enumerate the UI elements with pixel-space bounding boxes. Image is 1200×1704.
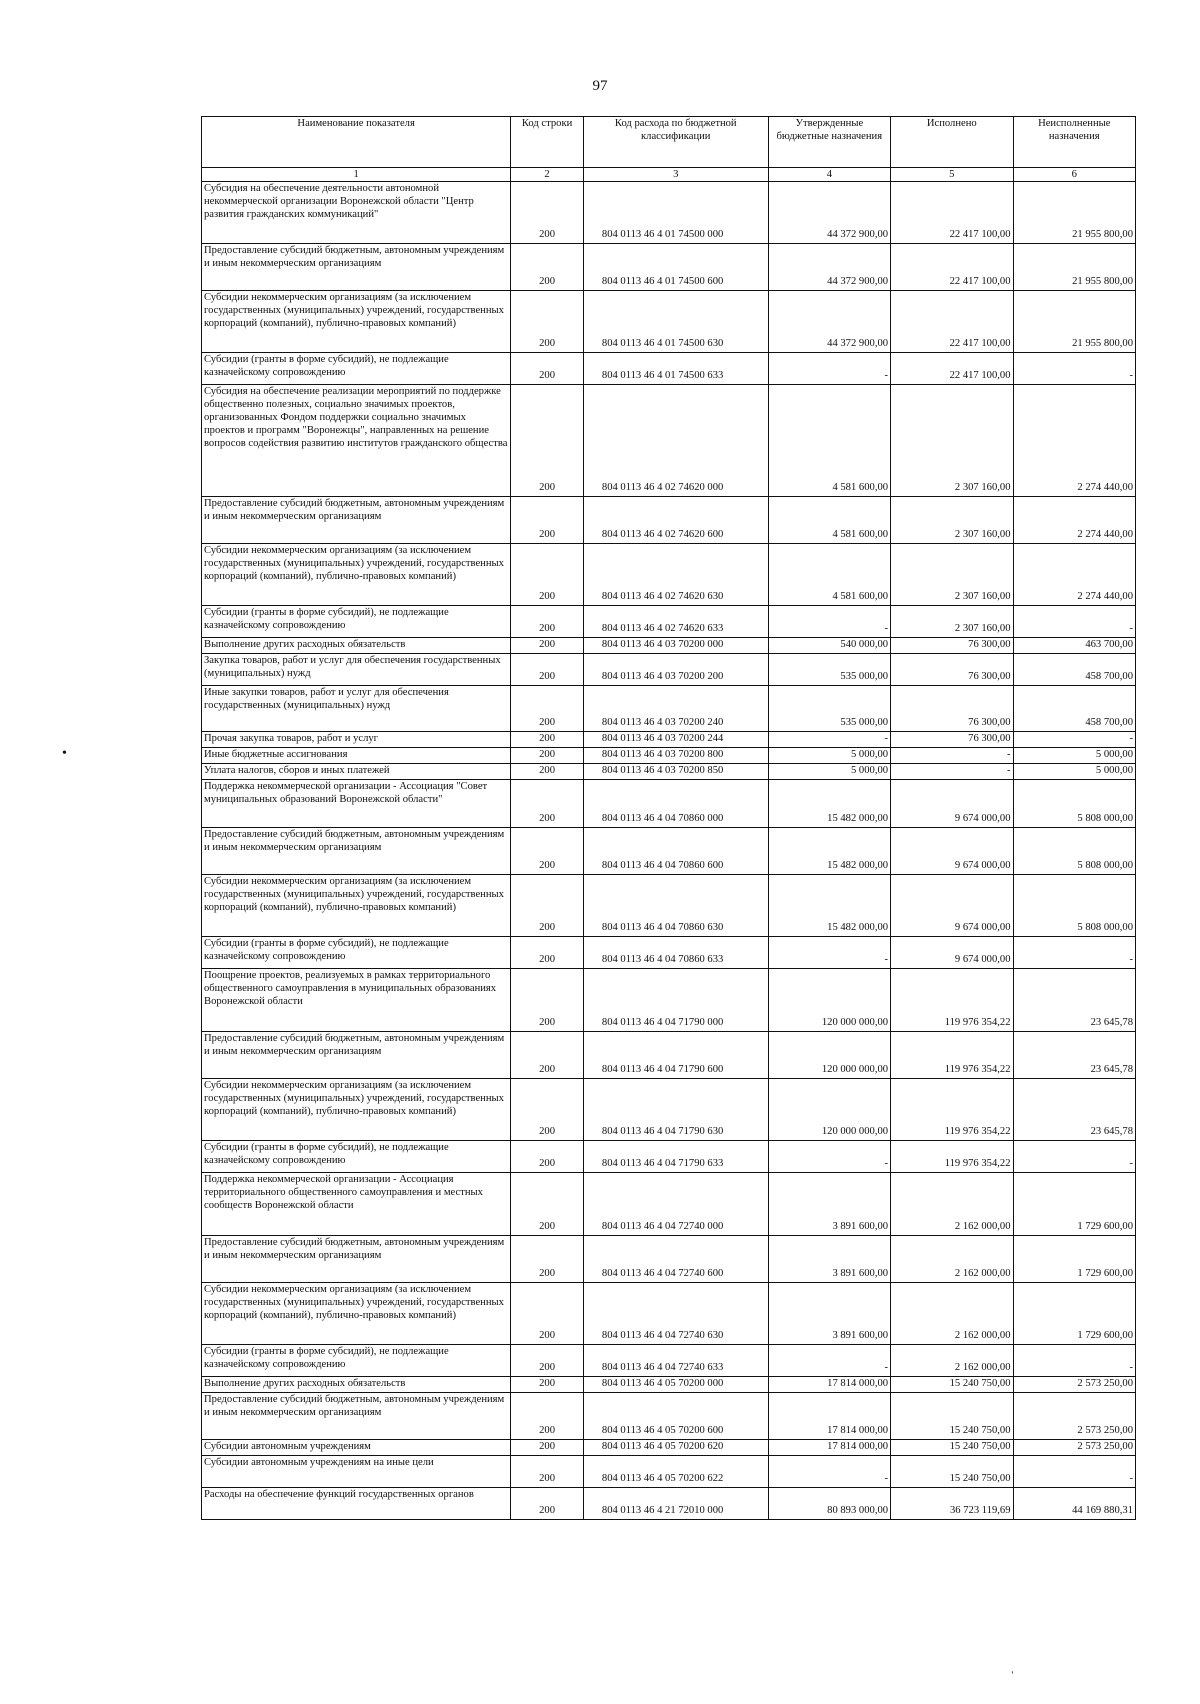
expense-code-cell: 804 0113 46 4 04 72740 000	[583, 1173, 768, 1236]
line-code-cell: 200	[511, 748, 584, 764]
indicator-name-cell: Расходы на обеспечение функций государственных органов	[202, 1488, 511, 1520]
approved-amount-cell: 535 000,00	[768, 686, 890, 732]
indicator-name-cell: Выполнение других расходных обязательств	[202, 1377, 511, 1393]
expense-code-cell: 804 0113 46 4 05 70200 622	[583, 1456, 768, 1488]
header-row	[202, 117, 1136, 168]
table-row	[202, 875, 1136, 937]
table-row	[202, 638, 1136, 654]
executed-amount-cell: 9 674 000,00	[891, 937, 1013, 969]
approved-amount-cell: -	[768, 732, 890, 748]
approved-amount-cell: -	[768, 1456, 890, 1488]
unexecuted-amount-cell: -	[1013, 937, 1135, 969]
table-row	[202, 244, 1136, 291]
table-row	[202, 606, 1136, 638]
line-code-cell: 200	[511, 1440, 584, 1456]
table-row	[202, 1079, 1136, 1141]
expense-code-cell: 804 0113 46 4 03 70200 200	[583, 654, 768, 686]
line-code-cell: 200	[511, 182, 584, 244]
unexecuted-amount-cell: 463 700,00	[1013, 638, 1135, 654]
table-row	[202, 1345, 1136, 1377]
header-indicator-name: Наименование показателя	[202, 117, 511, 168]
line-code-cell: 200	[511, 1488, 584, 1520]
expense-code-cell: 804 0113 46 4 21 72010 000	[583, 1488, 768, 1520]
approved-amount-cell: 3 891 600,00	[768, 1236, 890, 1283]
table-row	[202, 969, 1136, 1032]
line-code-cell: 200	[511, 1141, 584, 1173]
indicator-name-cell: Выполнение других расходных обязательств	[202, 638, 511, 654]
line-code-cell: 200	[511, 385, 584, 497]
indicator-name-cell: Поощрение проектов, реализуемых в рамках территориального общественного самоуправления в муниципальных образованиях Воронежской области	[202, 969, 511, 1032]
unexecuted-amount-cell: -	[1013, 1456, 1135, 1488]
indicator-name-cell: Субсидии автономным учреждениям на иные цели	[202, 1456, 511, 1488]
unexecuted-amount-cell: -	[1013, 732, 1135, 748]
table-row	[202, 1236, 1136, 1283]
expense-code-cell: 804 0113 46 4 05 70200 600	[583, 1393, 768, 1440]
line-code-cell: 200	[511, 937, 584, 969]
line-code-cell: 200	[511, 780, 584, 828]
column-number: 3	[583, 168, 768, 182]
indicator-name-cell: Иные закупки товаров, работ и услуг для обеспечения государственных (муниципальных) нужд	[202, 686, 511, 732]
unexecuted-amount-cell: 2 274 440,00	[1013, 544, 1135, 606]
expense-code-cell: 804 0113 46 4 02 74620 600	[583, 497, 768, 544]
expense-code-cell: 804 0113 46 4 03 70200 000	[583, 638, 768, 654]
indicator-name-cell: Субсидии некоммерческим организациям (за исключением государственных (муниципальных) учреждений, государственных корпораций (компаний), публично-правовых компаний)	[202, 1283, 511, 1345]
table-row	[202, 1141, 1136, 1173]
unexecuted-amount-cell: 23 645,78	[1013, 969, 1135, 1032]
table-row	[202, 1440, 1136, 1456]
table-row	[202, 291, 1136, 353]
expense-code-cell: 804 0113 46 4 02 74620 630	[583, 544, 768, 606]
indicator-name-cell: Субсидии (гранты в форме субсидий), не подлежащие казначейскому сопровождению	[202, 606, 511, 638]
line-code-cell: 200	[511, 606, 584, 638]
line-code-cell: 200	[511, 638, 584, 654]
table-row	[202, 732, 1136, 748]
table-row	[202, 748, 1136, 764]
unexecuted-amount-cell: 21 955 800,00	[1013, 291, 1135, 353]
unexecuted-amount-cell: 2 573 250,00	[1013, 1377, 1135, 1393]
approved-amount-cell: 44 372 900,00	[768, 182, 890, 244]
unexecuted-amount-cell: 5 808 000,00	[1013, 875, 1135, 937]
executed-amount-cell: 2 162 000,00	[891, 1345, 1013, 1377]
indicator-name-cell: Субсидии некоммерческим организациям (за исключением государственных (муниципальных) учреждений, государственных корпораций (компаний), публично-правовых компаний)	[202, 875, 511, 937]
header-expense-code: Код расхода по бюджетной классификации	[583, 117, 768, 168]
approved-amount-cell: 17 814 000,00	[768, 1440, 890, 1456]
executed-amount-cell: 76 300,00	[891, 638, 1013, 654]
expense-code-cell: 804 0113 46 4 04 71790 600	[583, 1032, 768, 1079]
approved-amount-cell: 4 581 600,00	[768, 544, 890, 606]
unexecuted-amount-cell: 5 000,00	[1013, 764, 1135, 780]
approved-amount-cell: 80 893 000,00	[768, 1488, 890, 1520]
indicator-name-cell: Предоставление субсидий бюджетным, автономным учреждениям и иным некоммерческим организациям	[202, 828, 511, 875]
executed-amount-cell: 119 976 354,22	[891, 1141, 1013, 1173]
unexecuted-amount-cell: 5 808 000,00	[1013, 828, 1135, 875]
executed-amount-cell: 9 674 000,00	[891, 875, 1013, 937]
indicator-name-cell: Закупка товаров, работ и услуг для обеспечения государственных (муниципальных) нужд	[202, 654, 511, 686]
approved-amount-cell: 3 891 600,00	[768, 1283, 890, 1345]
expense-code-cell: 804 0113 46 4 01 74500 600	[583, 244, 768, 291]
table-row	[202, 544, 1136, 606]
unexecuted-amount-cell: -	[1013, 606, 1135, 638]
executed-amount-cell: 119 976 354,22	[891, 1032, 1013, 1079]
indicator-name-cell: Субсидии автономным учреждениям	[202, 1440, 511, 1456]
table-body	[202, 182, 1136, 1520]
line-code-cell: 200	[511, 732, 584, 748]
expense-code-cell: 804 0113 46 4 04 72740 633	[583, 1345, 768, 1377]
approved-amount-cell: -	[768, 606, 890, 638]
indicator-name-cell: Субсидия на обеспечение реализации мероприятий по поддержке общественно полезных, социально значимых проектов, организованных Фондом поддержки социально значимых проектов и программ "Воронежцы", направленных на решение вопросов содействия развитию институтов гражданского общества	[202, 385, 511, 497]
unexecuted-amount-cell: 5 808 000,00	[1013, 780, 1135, 828]
executed-amount-cell: 119 976 354,22	[891, 1079, 1013, 1141]
line-code-cell: 200	[511, 764, 584, 780]
table-row	[202, 686, 1136, 732]
approved-amount-cell: 4 581 600,00	[768, 497, 890, 544]
column-number: 5	[891, 168, 1013, 182]
executed-amount-cell: 76 300,00	[891, 732, 1013, 748]
executed-amount-cell: 9 674 000,00	[891, 828, 1013, 875]
expense-code-cell: 804 0113 46 4 04 70860 630	[583, 875, 768, 937]
expense-code-cell: 804 0113 46 4 03 70200 244	[583, 732, 768, 748]
indicator-name-cell: Субсидии некоммерческим организациям (за исключением государственных (муниципальных) учреждений, государственных корпораций (компаний), публично-правовых компаний)	[202, 1079, 511, 1141]
unexecuted-amount-cell: 458 700,00	[1013, 654, 1135, 686]
unexecuted-amount-cell: -	[1013, 353, 1135, 385]
approved-amount-cell: 44 372 900,00	[768, 291, 890, 353]
line-code-cell: 200	[511, 244, 584, 291]
approved-amount-cell: 3 891 600,00	[768, 1173, 890, 1236]
table-row	[202, 828, 1136, 875]
indicator-name-cell: Поддержка некоммерческой организации - Ассоциация территориального общественного самоуправления и местных сообществ Воронежской области	[202, 1173, 511, 1236]
page-number: 97	[592, 78, 608, 94]
line-code-cell: 200	[511, 1345, 584, 1377]
scan-dot-mark: •	[62, 746, 67, 761]
column-number: 2	[511, 168, 584, 182]
executed-amount-cell: 15 240 750,00	[891, 1456, 1013, 1488]
approved-amount-cell: 17 814 000,00	[768, 1377, 890, 1393]
table-row	[202, 1377, 1136, 1393]
executed-amount-cell: 2 307 160,00	[891, 385, 1013, 497]
executed-amount-cell: 36 723 119,69	[891, 1488, 1013, 1520]
unexecuted-amount-cell: 5 000,00	[1013, 748, 1135, 764]
expense-code-cell: 804 0113 46 4 04 70860 600	[583, 828, 768, 875]
header-approved: Утвержденные бюджетные назначения	[768, 117, 890, 168]
line-code-cell: 200	[511, 969, 584, 1032]
expense-code-cell: 804 0113 46 4 01 74500 000	[583, 182, 768, 244]
approved-amount-cell: -	[768, 1141, 890, 1173]
indicator-name-cell: Поддержка некоммерческой организации - Ассоциация "Совет муниципальных образований Воронежской области"	[202, 780, 511, 828]
table-row	[202, 780, 1136, 828]
unexecuted-amount-cell: 23 645,78	[1013, 1079, 1135, 1141]
column-number: 1	[202, 168, 511, 182]
executed-amount-cell: 2 307 160,00	[891, 606, 1013, 638]
approved-amount-cell: -	[768, 353, 890, 385]
executed-amount-cell: 2 307 160,00	[891, 497, 1013, 544]
approved-amount-cell: 15 482 000,00	[768, 828, 890, 875]
expense-code-cell: 804 0113 46 4 05 70200 000	[583, 1377, 768, 1393]
executed-amount-cell: 2 162 000,00	[891, 1173, 1013, 1236]
indicator-name-cell: Субсидия на обеспечение деятельности автономной некоммерческой организации Воронежской области "Центр развития гражданских коммуникаций"	[202, 182, 511, 244]
executed-amount-cell: 15 240 750,00	[891, 1377, 1013, 1393]
table-row	[202, 1456, 1136, 1488]
executed-amount-cell: 76 300,00	[891, 654, 1013, 686]
line-code-cell: 200	[511, 1456, 584, 1488]
unexecuted-amount-cell: -	[1013, 1345, 1135, 1377]
executed-amount-cell: -	[891, 764, 1013, 780]
indicator-name-cell: Предоставление субсидий бюджетным, автономным учреждениям и иным некоммерческим организациям	[202, 244, 511, 291]
line-code-cell: 200	[511, 497, 584, 544]
line-code-cell: 200	[511, 1236, 584, 1283]
table-row	[202, 1488, 1136, 1520]
approved-amount-cell: 4 581 600,00	[768, 385, 890, 497]
unexecuted-amount-cell: 1 729 600,00	[1013, 1173, 1135, 1236]
expense-code-cell: 804 0113 46 4 03 70200 850	[583, 764, 768, 780]
line-code-cell: 200	[511, 828, 584, 875]
indicator-name-cell: Субсидии (гранты в форме субсидий), не подлежащие казначейскому сопровождению	[202, 353, 511, 385]
approved-amount-cell: 17 814 000,00	[768, 1393, 890, 1440]
indicator-name-cell: Субсидии (гранты в форме субсидий), не подлежащие казначейскому сопровождению	[202, 1141, 511, 1173]
expense-code-cell: 804 0113 46 4 03 70200 800	[583, 748, 768, 764]
table-row	[202, 764, 1136, 780]
table-row	[202, 1032, 1136, 1079]
column-number-row	[202, 168, 1136, 182]
executed-amount-cell: 2 162 000,00	[891, 1283, 1013, 1345]
indicator-name-cell: Прочая закупка товаров, работ и услуг	[202, 732, 511, 748]
unexecuted-amount-cell: -	[1013, 1141, 1135, 1173]
executed-amount-cell: 22 417 100,00	[891, 182, 1013, 244]
column-number: 4	[768, 168, 890, 182]
approved-amount-cell: 540 000,00	[768, 638, 890, 654]
scan-tick-mark: ˈ	[1010, 1670, 1015, 1685]
table-row	[202, 1283, 1136, 1345]
expense-code-cell: 804 0113 46 4 02 74620 000	[583, 385, 768, 497]
expense-code-cell: 804 0113 46 4 04 70860 633	[583, 937, 768, 969]
line-code-cell: 200	[511, 686, 584, 732]
indicator-name-cell: Предоставление субсидий бюджетным, автономным учреждениям и иным некоммерческим организациям	[202, 1032, 511, 1079]
indicator-name-cell: Предоставление субсидий бюджетным, автономным учреждениям и иным некоммерческим организациям	[202, 1393, 511, 1440]
indicator-name-cell: Субсидии (гранты в форме субсидий), не подлежащие казначейскому сопровождению	[202, 1345, 511, 1377]
approved-amount-cell: -	[768, 1345, 890, 1377]
approved-amount-cell: 15 482 000,00	[768, 875, 890, 937]
executed-amount-cell: 15 240 750,00	[891, 1440, 1013, 1456]
table-row	[202, 182, 1136, 244]
table-row	[202, 1393, 1136, 1440]
line-code-cell: 200	[511, 353, 584, 385]
expense-code-cell: 804 0113 46 4 04 72740 630	[583, 1283, 768, 1345]
approved-amount-cell: 120 000 000,00	[768, 1079, 890, 1141]
table-row	[202, 497, 1136, 544]
line-code-cell: 200	[511, 544, 584, 606]
executed-amount-cell: 2 162 000,00	[891, 1236, 1013, 1283]
line-code-cell: 200	[511, 1377, 584, 1393]
unexecuted-amount-cell: 21 955 800,00	[1013, 182, 1135, 244]
indicator-name-cell: Предоставление субсидий бюджетным, автономным учреждениям и иным некоммерческим организациям	[202, 497, 511, 544]
approved-amount-cell: 535 000,00	[768, 654, 890, 686]
approved-amount-cell: 5 000,00	[768, 764, 890, 780]
line-code-cell: 200	[511, 1032, 584, 1079]
table-row	[202, 1173, 1136, 1236]
expense-code-cell: 804 0113 46 4 01 74500 630	[583, 291, 768, 353]
indicator-name-cell: Предоставление субсидий бюджетным, автономным учреждениям и иным некоммерческим организациям	[202, 1236, 511, 1283]
approved-amount-cell: -	[768, 937, 890, 969]
header-executed: Исполнено	[891, 117, 1013, 168]
expense-code-cell: 804 0113 46 4 02 74620 633	[583, 606, 768, 638]
expense-code-cell: 804 0113 46 4 01 74500 633	[583, 353, 768, 385]
line-code-cell: 200	[511, 654, 584, 686]
expense-code-cell: 804 0113 46 4 04 71790 630	[583, 1079, 768, 1141]
line-code-cell: 200	[511, 291, 584, 353]
indicator-name-cell: Субсидии некоммерческим организациям (за исключением государственных (муниципальных) учреждений, государственных корпораций (компаний), публично-правовых компаний)	[202, 544, 511, 606]
line-code-cell: 200	[511, 1283, 584, 1345]
line-code-cell: 200	[511, 1173, 584, 1236]
executed-amount-cell: 22 417 100,00	[891, 244, 1013, 291]
approved-amount-cell: 44 372 900,00	[768, 244, 890, 291]
unexecuted-amount-cell: 1 729 600,00	[1013, 1236, 1135, 1283]
executed-amount-cell: 119 976 354,22	[891, 969, 1013, 1032]
expense-code-cell: 804 0113 46 4 04 71790 000	[583, 969, 768, 1032]
approved-amount-cell: 120 000 000,00	[768, 969, 890, 1032]
executed-amount-cell: 15 240 750,00	[891, 1393, 1013, 1440]
unexecuted-amount-cell: 2 274 440,00	[1013, 497, 1135, 544]
table-row	[202, 353, 1136, 385]
executed-amount-cell: 76 300,00	[891, 686, 1013, 732]
unexecuted-amount-cell: 1 729 600,00	[1013, 1283, 1135, 1345]
executed-amount-cell: 2 307 160,00	[891, 544, 1013, 606]
line-code-cell: 200	[511, 1393, 584, 1440]
expense-code-cell: 804 0113 46 4 05 70200 620	[583, 1440, 768, 1456]
approved-amount-cell: 15 482 000,00	[768, 780, 890, 828]
unexecuted-amount-cell: 44 169 880,31	[1013, 1488, 1135, 1520]
indicator-name-cell: Уплата налогов, сборов и иных платежей	[202, 764, 511, 780]
unexecuted-amount-cell: 2 573 250,00	[1013, 1393, 1135, 1440]
executed-amount-cell: 9 674 000,00	[891, 780, 1013, 828]
unexecuted-amount-cell: 2 573 250,00	[1013, 1440, 1135, 1456]
unexecuted-amount-cell: 458 700,00	[1013, 686, 1135, 732]
line-code-cell: 200	[511, 1079, 584, 1141]
header-unexecuted: Неисполненные назначения	[1013, 117, 1135, 168]
executed-amount-cell: -	[891, 748, 1013, 764]
expense-code-cell: 804 0113 46 4 04 70860 000	[583, 780, 768, 828]
table-row	[202, 385, 1136, 497]
table-row	[202, 937, 1136, 969]
unexecuted-amount-cell: 21 955 800,00	[1013, 244, 1135, 291]
unexecuted-amount-cell: 23 645,78	[1013, 1032, 1135, 1079]
approved-amount-cell: 5 000,00	[768, 748, 890, 764]
table-row	[202, 654, 1136, 686]
expense-code-cell: 804 0113 46 4 04 71790 633	[583, 1141, 768, 1173]
executed-amount-cell: 22 417 100,00	[891, 353, 1013, 385]
line-code-cell: 200	[511, 875, 584, 937]
header-line-code: Код строки	[511, 117, 584, 168]
expense-code-cell: 804 0113 46 4 03 70200 240	[583, 686, 768, 732]
executed-amount-cell: 22 417 100,00	[891, 291, 1013, 353]
budget-execution-table	[201, 116, 1136, 1520]
indicator-name-cell: Субсидии (гранты в форме субсидий), не подлежащие казначейскому сопровождению	[202, 937, 511, 969]
unexecuted-amount-cell: 2 274 440,00	[1013, 385, 1135, 497]
indicator-name-cell: Иные бюджетные ассигнования	[202, 748, 511, 764]
expense-code-cell: 804 0113 46 4 04 72740 600	[583, 1236, 768, 1283]
approved-amount-cell: 120 000 000,00	[768, 1032, 890, 1079]
indicator-name-cell: Субсидии некоммерческим организациям (за исключением государственных (муниципальных) учреждений, государственных корпораций (компаний), публично-правовых компаний)	[202, 291, 511, 353]
column-number: 6	[1013, 168, 1135, 182]
